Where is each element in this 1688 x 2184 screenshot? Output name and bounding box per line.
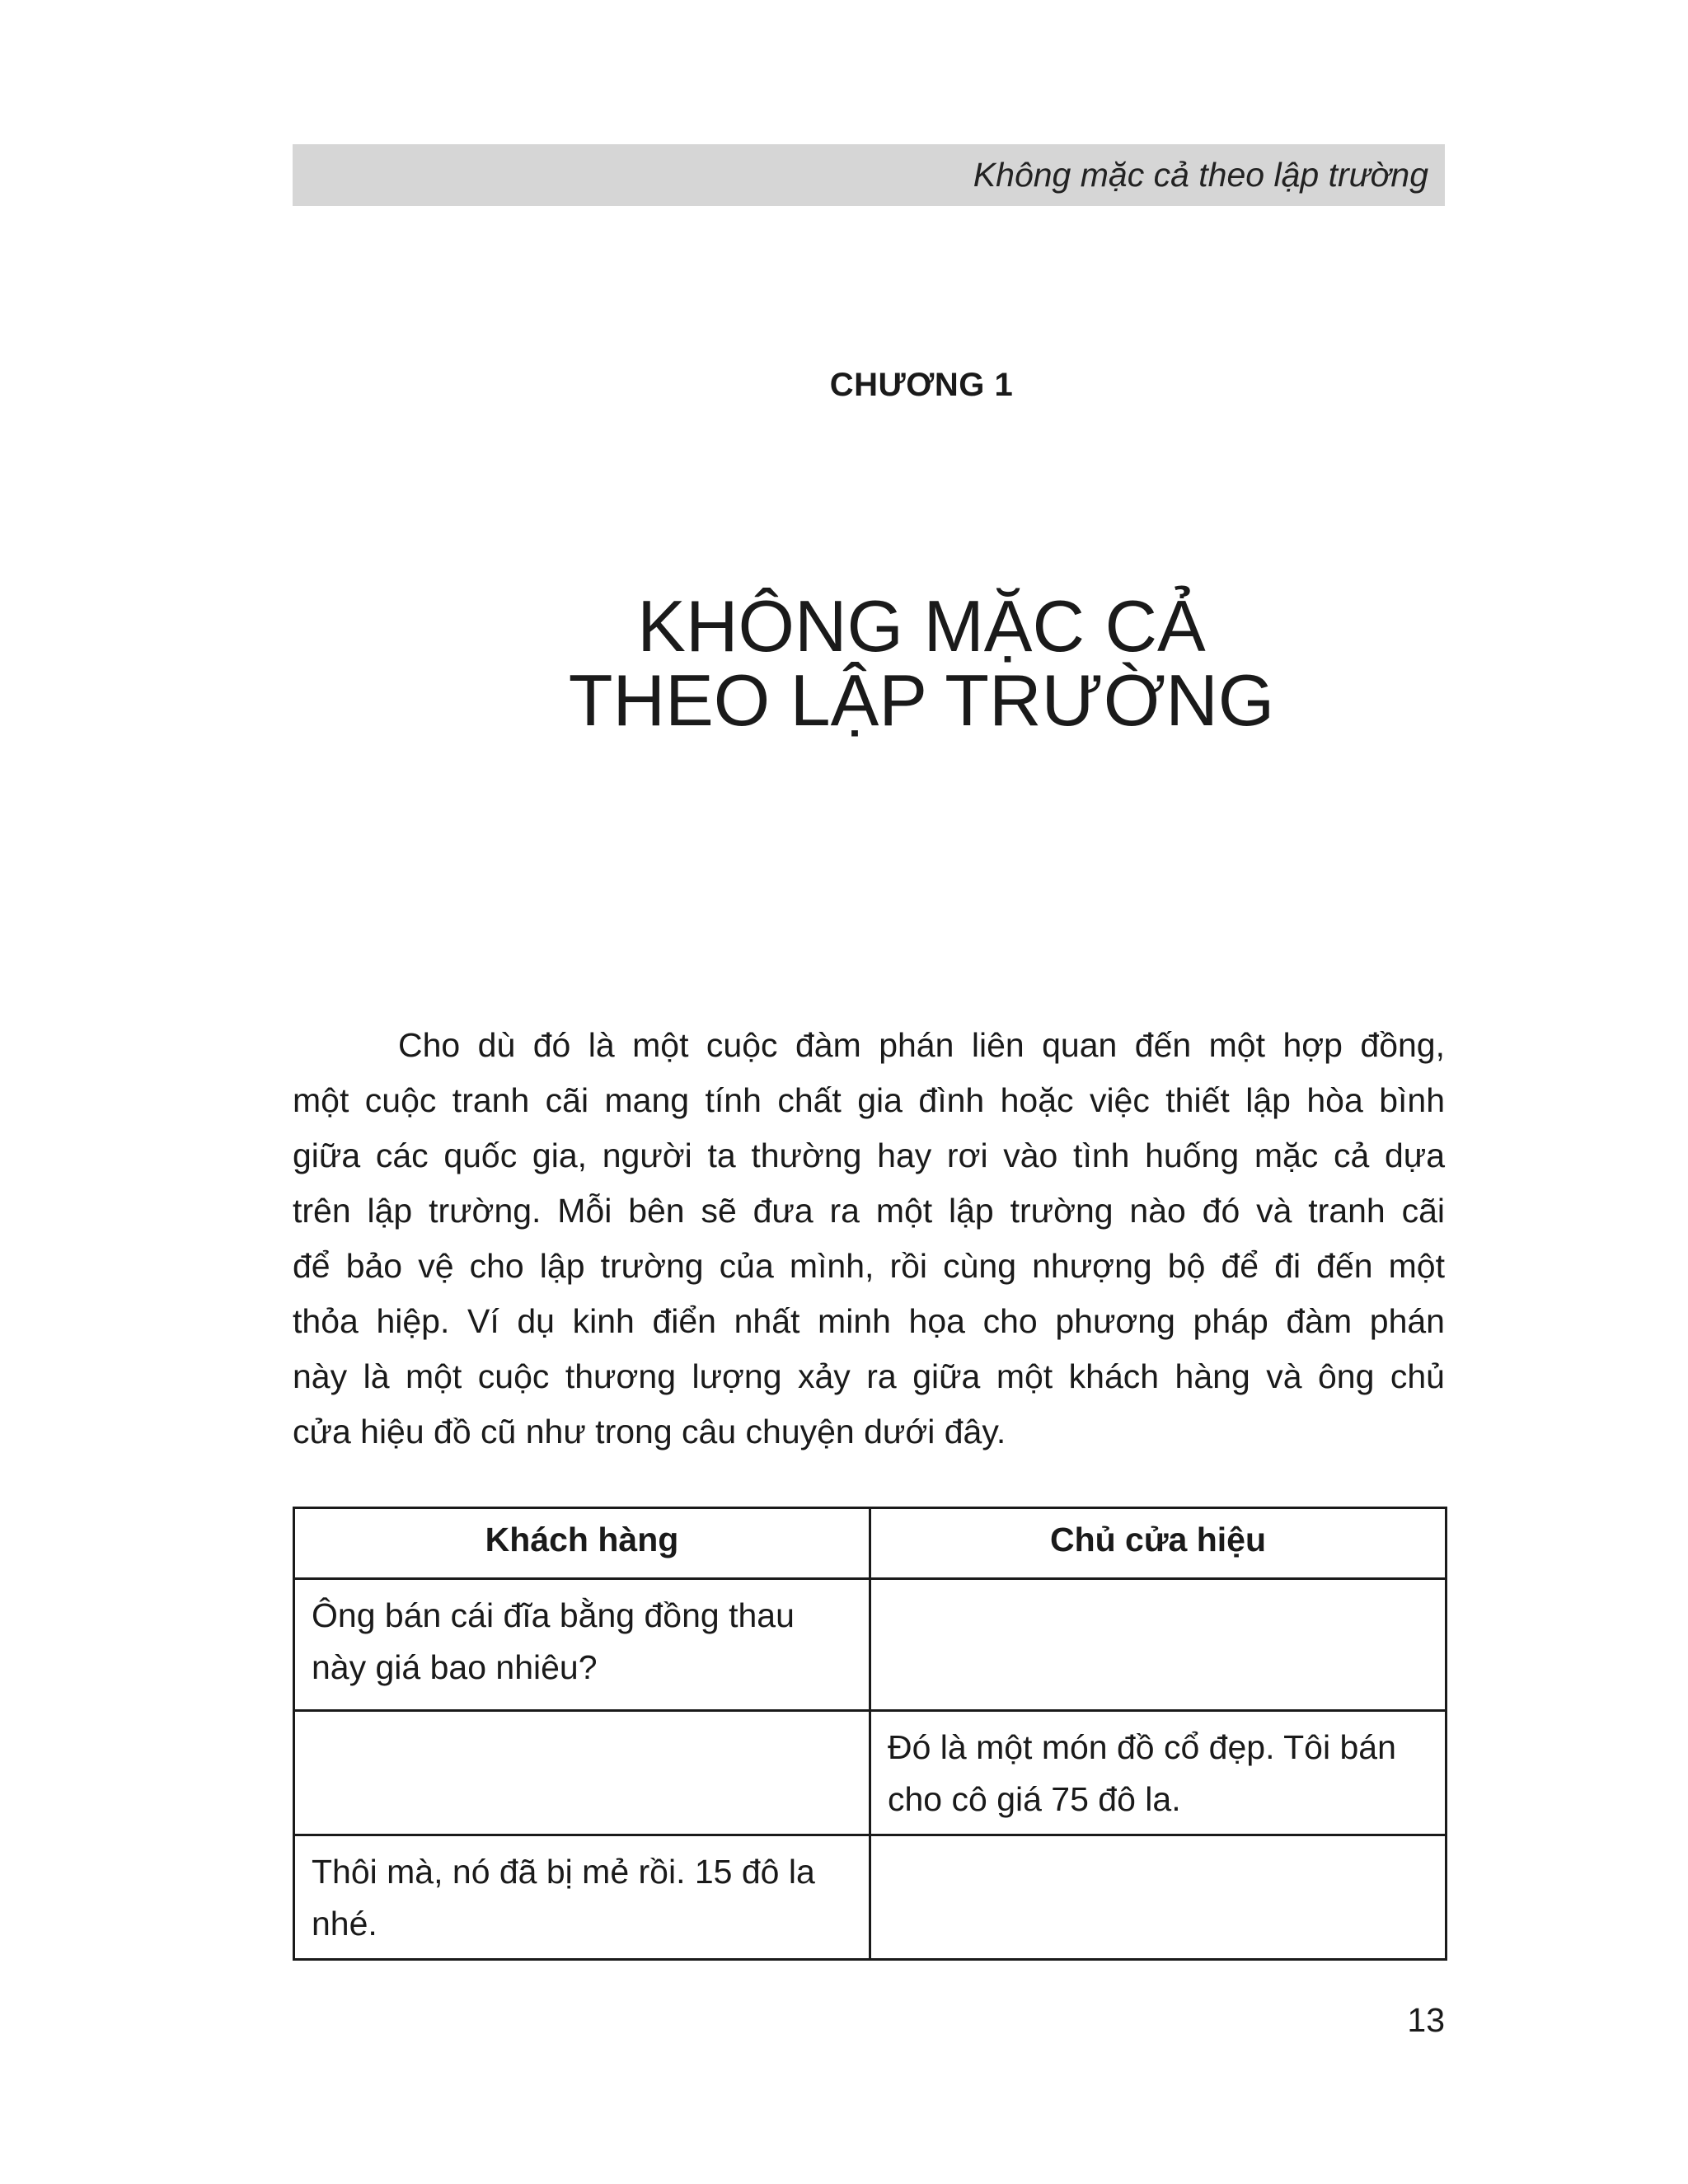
paragraph-line: này là một cuộc thương lượng xảy ra giữa một khách hàng và ông chủ xyxy=(293,1357,1445,1395)
dialogue-table xyxy=(293,1507,1447,1961)
customer-cell xyxy=(294,1711,870,1835)
shopkeeper-cell: Đó là một món đồ cổ đẹp. Tôi bán cho cô giá 75 đô la. xyxy=(870,1711,1447,1835)
table-row xyxy=(294,1711,1447,1835)
customer-cell: Thôi mà, nó đã bị mẻ rồi. 15 đô la nhé. xyxy=(294,1835,870,1960)
running-header xyxy=(293,144,1445,206)
shopkeeper-cell xyxy=(870,1579,1447,1711)
paragraph-line: thỏa hiệp. Ví dụ kinh điển nhất minh họa cho phương pháp đàm phán xyxy=(293,1302,1445,1340)
table-header-row xyxy=(294,1508,1447,1579)
paragraph-line: cửa hiệu đồ cũ như trong câu chuyện dưới đây. xyxy=(293,1413,1006,1451)
paragraph-line: trên lập trường. Mỗi bên sẽ đưa ra một lập trường nào đó và tranh cãi xyxy=(293,1192,1445,1230)
shopkeeper-cell xyxy=(870,1835,1447,1960)
chapter-label: CHƯƠNG 1 xyxy=(829,367,1014,403)
paragraph-line: một cuộc tranh cãi mang tính chất gia đình hoặc việc thiết lập hòa bình xyxy=(293,1081,1445,1119)
running-header-text: Không mặc cả theo lập trường xyxy=(973,156,1428,194)
paragraph-line: Cho dù đó là một cuộc đàm phán liên quan đến một hợp đồng, xyxy=(398,1026,1445,1064)
header-customer: Khách hàng xyxy=(294,1508,870,1579)
page-number: 13 xyxy=(1407,2001,1445,2039)
table-row xyxy=(294,1579,1447,1711)
header-shopkeeper: Chủ cửa hiệu xyxy=(870,1508,1447,1579)
chapter-title xyxy=(293,585,1550,741)
chapter-title-line: KHÔNG MẶC CẢ xyxy=(637,585,1206,667)
chapter-title-line: THEO LẬP TRƯỜNG xyxy=(568,659,1275,741)
paragraph-line: để bảo vệ cho lập trường của mình, rồi cùng nhượng bộ để đi đến một xyxy=(293,1247,1445,1285)
customer-cell: Ông bán cái đĩa bằng đồng thau này giá bao nhiêu? xyxy=(294,1579,870,1711)
paragraph-line: giữa các quốc gia, người ta thường hay rơi vào tình huống mặc cả dựa xyxy=(293,1137,1445,1174)
body-paragraph xyxy=(293,1018,1445,1460)
table-row xyxy=(294,1835,1447,1960)
